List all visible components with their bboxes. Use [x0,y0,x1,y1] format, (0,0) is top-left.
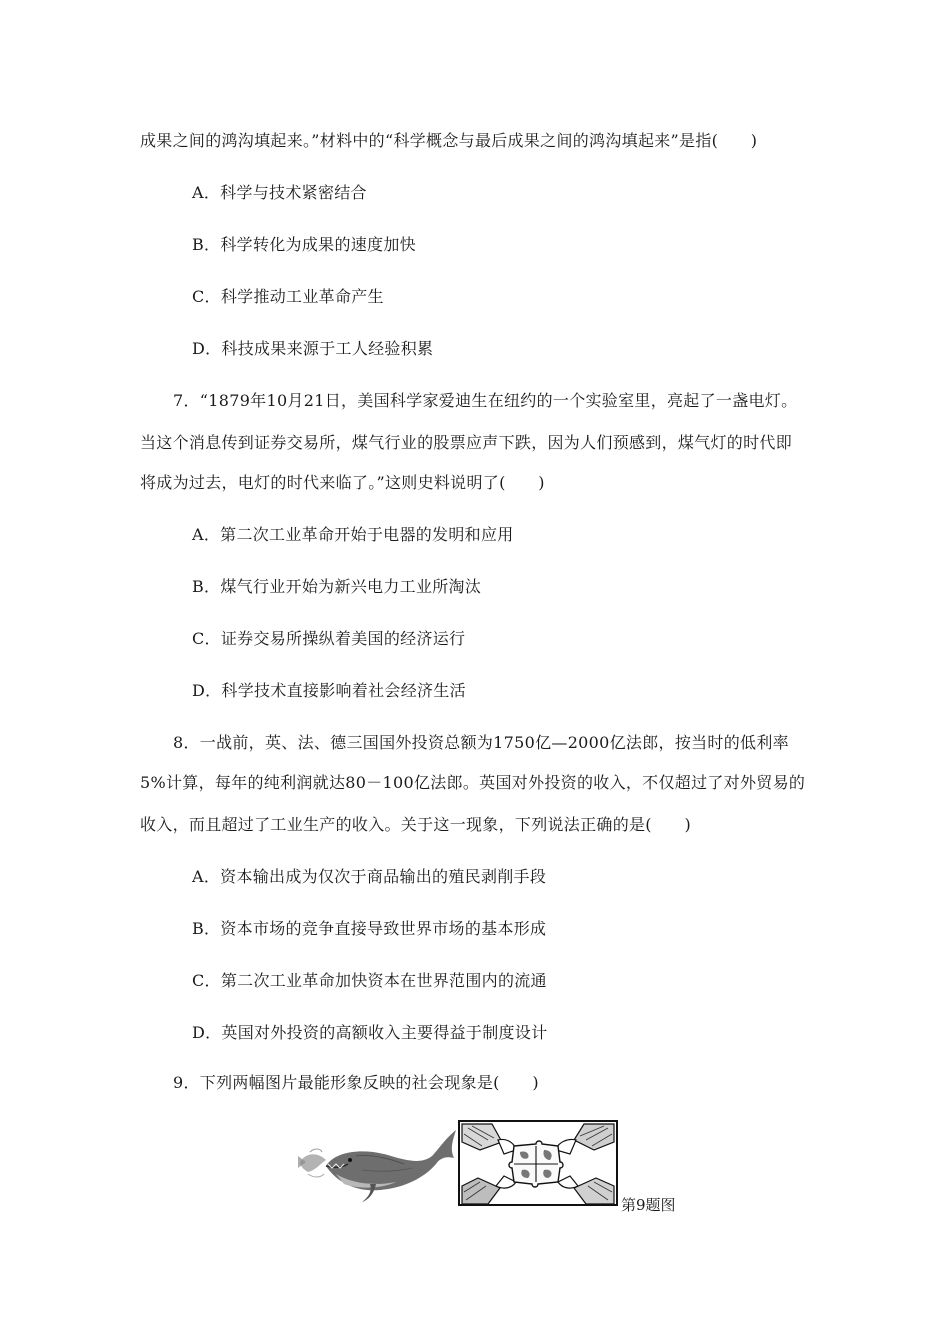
q8-option-d: D．英国对外投资的高额收入主要得益于制度设计 [192,1023,548,1042]
q7-stem-line3: 将成为过去，电灯的时代来临了。”这则史料说明了( ) [140,473,545,492]
q8-stem-line1: 8．一战前，英、法、德三国国外投资总额为1750亿—2000亿法郎，按当时的低利率 [173,733,789,752]
q7-option-d: D．科学技术直接影响着社会经济生活 [192,681,466,700]
q7-option-b: B．煤气行业开始为新兴电力工业所淘汰 [192,577,482,596]
q8-stem-line2: 5%计算，每年的纯利润就达80－100亿法郎。英国对外投资的收入，不仅超过了对外贸易的 [140,773,806,792]
q9-figure [296,1118,716,1214]
q6-option-c: C．科学推动工业革命产生 [192,287,384,306]
q7-stem-line2: 当这个消息传到证券交易所，煤气行业的股票应声下跌，因为人们预感到，煤气灯的时代即 [140,433,793,452]
figure-caption: 第9题图 [621,1196,676,1214]
q9-stem: 9．下列两幅图片最能形象反映的社会现象是( ) [173,1073,539,1092]
q6-option-d: D．科技成果来源于工人经验积累 [192,339,434,358]
q7-option-c: C．证券交易所操纵着美国的经济运行 [192,629,466,648]
q7-option-a: A．第二次工业革命开始于电器的发明和应用 [192,525,514,544]
q6-option-b: B．科学转化为成果的速度加快 [192,235,416,254]
q8-option-b: B．资本市场的竞争直接导致世界市场的基本形成 [192,919,547,938]
q7-stem-line1: 7．“1879年10月21日，美国科学家爱迪生在纽约的一个实验室里，亮起了一盏电灯。 [173,391,798,410]
q8-stem-line3: 收入，而且超过了工业生产的收入。关于这一现象，下列说法正确的是( ) [140,815,691,834]
q6-option-a: A．科学与技术紧密结合 [192,183,367,202]
q8-option-c: C．第二次工业革命加快资本在世界范围内的流通 [192,971,547,990]
q6-stem-end: 成果之间的鸿沟填起来。”材料中的“科学概念与最后成果之间的鸿沟填起来”是指( ) [140,131,758,150]
q8-option-a: A．资本输出成为仅次于商品输出的殖民剥削手段 [192,867,547,886]
puzzle-hands-cartoon [458,1120,618,1206]
whale-illustration [296,1122,461,1206]
